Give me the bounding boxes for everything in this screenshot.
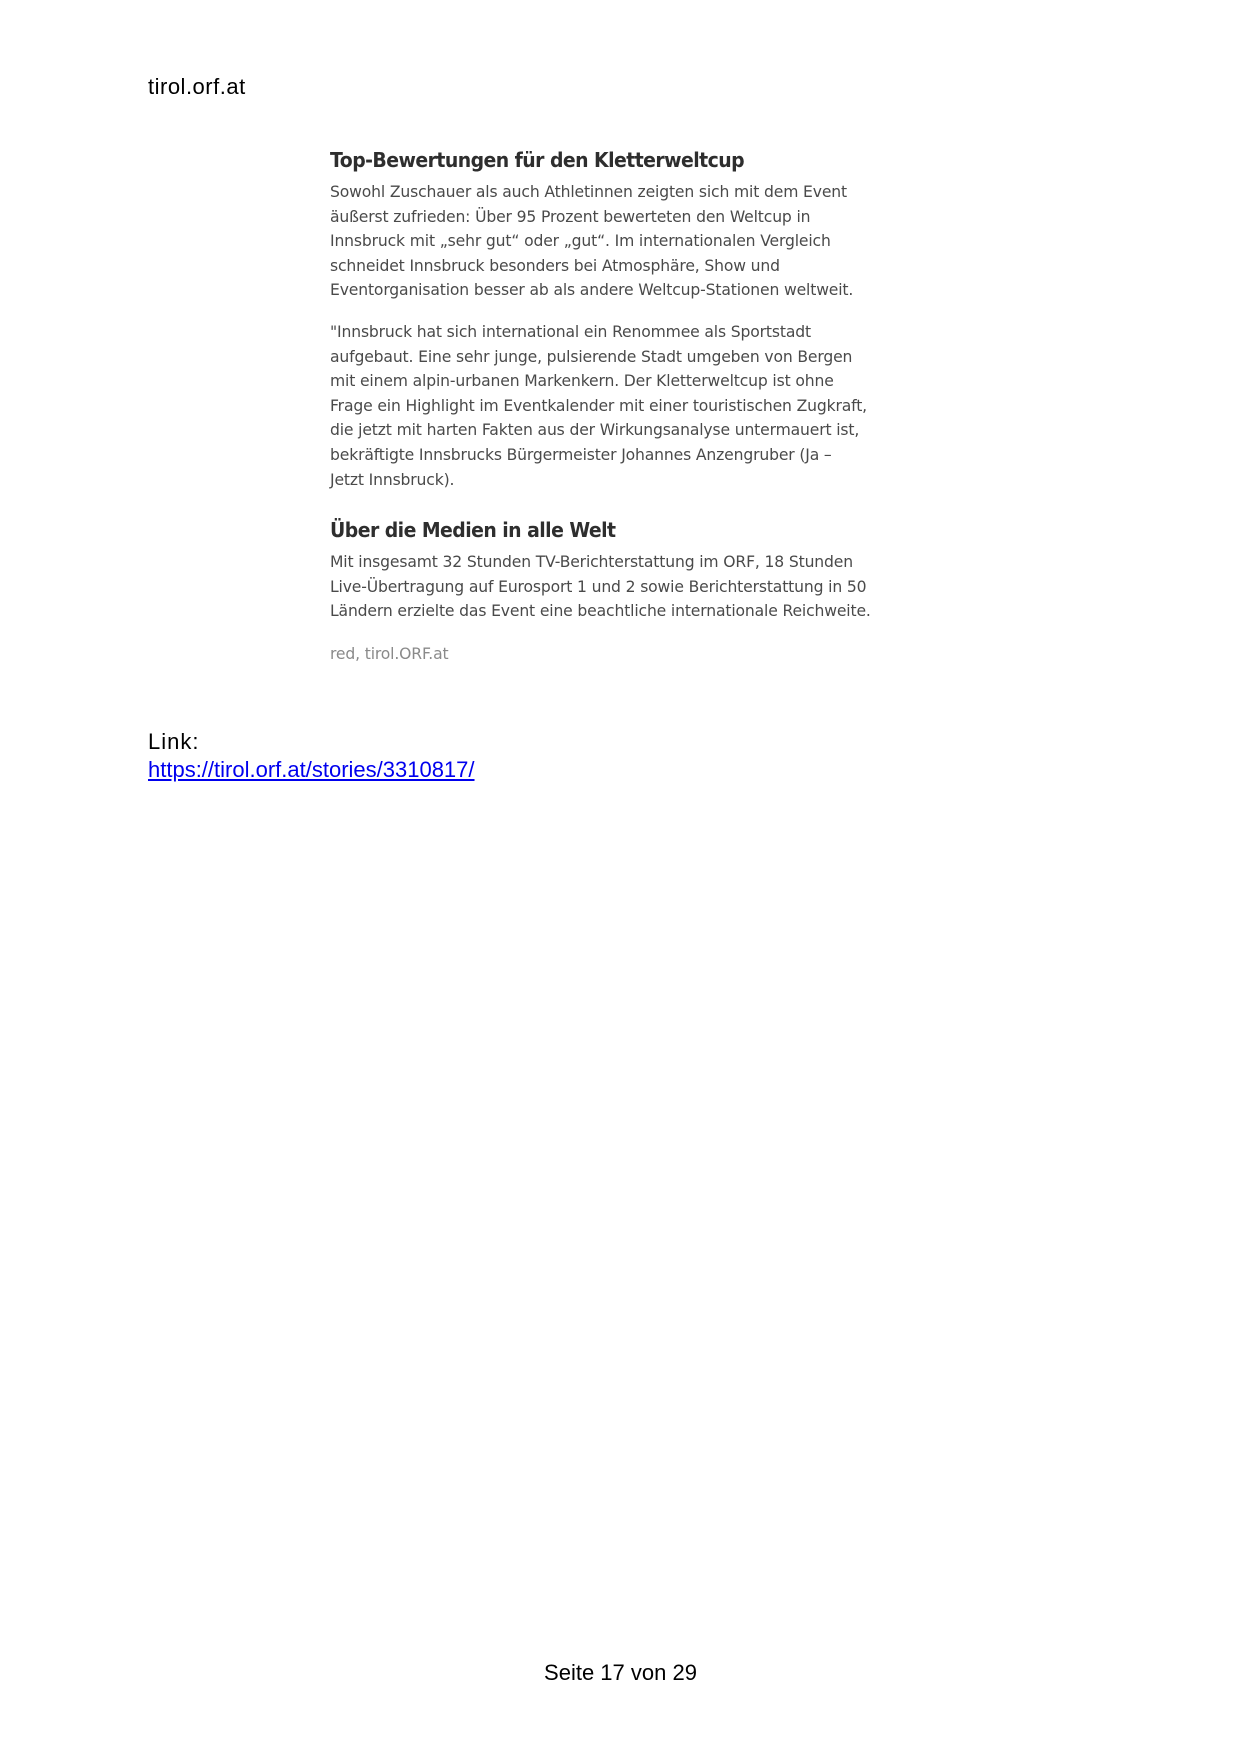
paragraph-line: Frage ein Highlight im Eventkalender mit einer touristischen Zugkraft, — [330, 396, 867, 415]
source-link[interactable]: https://tirol.orf.at/stories/3310817/ — [148, 757, 475, 782]
paragraph-line: schneidet Innsbruck besonders bei Atmosphäre, Show und — [330, 256, 780, 275]
paragraph-line: "Innsbruck hat sich international ein Renommee als Sportstadt — [330, 322, 811, 341]
paragraph-line: bekräftigte Innsbrucks Bürgermeister Johannes Anzengruber (Ja – — [330, 445, 832, 464]
paragraph-line: Innsbruck mit „sehr gut“ oder „gut“. Im internationalen Vergleich — [330, 232, 831, 251]
section-title-medien: Über die Medien in alle Welt — [330, 518, 616, 543]
paragraph-line: Ländern erzielte das Event eine beachtliche internationale Reichweite. — [330, 602, 871, 621]
paragraph-line: mit einem alpin-urbanen Markenkern. Der Kletterweltcup ist ohne — [330, 372, 834, 391]
paragraph-line: Jetzt Innsbruck). — [330, 470, 455, 489]
paragraph-line: Live-Übertragung auf Eurosport 1 und 2 sowie Berichterstattung in 50 — [330, 577, 867, 596]
paragraph-media — [330, 550, 910, 624]
paragraph-line: Mit insgesamt 32 Stunden TV-Berichterstattung im ORF, 18 Stunden — [330, 553, 853, 572]
link-label: Link: — [148, 729, 200, 754]
section-title-top-bewertungen: Top-Bewertungen für den Kletterweltcup — [330, 148, 745, 172]
paragraph-line: die jetzt mit harten Fakten aus der Wirkungsanalyse untermauert ist, — [330, 421, 860, 440]
page-number: Seite 17 von 29 — [544, 1660, 697, 1685]
paragraph-line: Sowohl Zuschauer als auch Athletinnen zeigten sich mit dem Event — [330, 183, 847, 201]
paragraph-line: Eventorganisation besser ab als andere Weltcup-Stationen weltweit. — [330, 281, 854, 300]
article-credit: red, tirol.ORF.at — [330, 644, 449, 663]
paragraph-quote — [330, 320, 910, 492]
article-clipping — [330, 148, 910, 667]
paragraph-line: aufgebaut. Eine sehr junge, pulsierende Stadt umgeben von Bergen — [330, 347, 853, 366]
link-block — [148, 728, 475, 784]
paragraph-line: äußerst zufrieden: Über 95 Prozent bewerteten den Weltcup in — [330, 207, 811, 226]
source-header: tirol.orf.at — [148, 74, 246, 99]
paragraph-ratings — [330, 180, 910, 303]
